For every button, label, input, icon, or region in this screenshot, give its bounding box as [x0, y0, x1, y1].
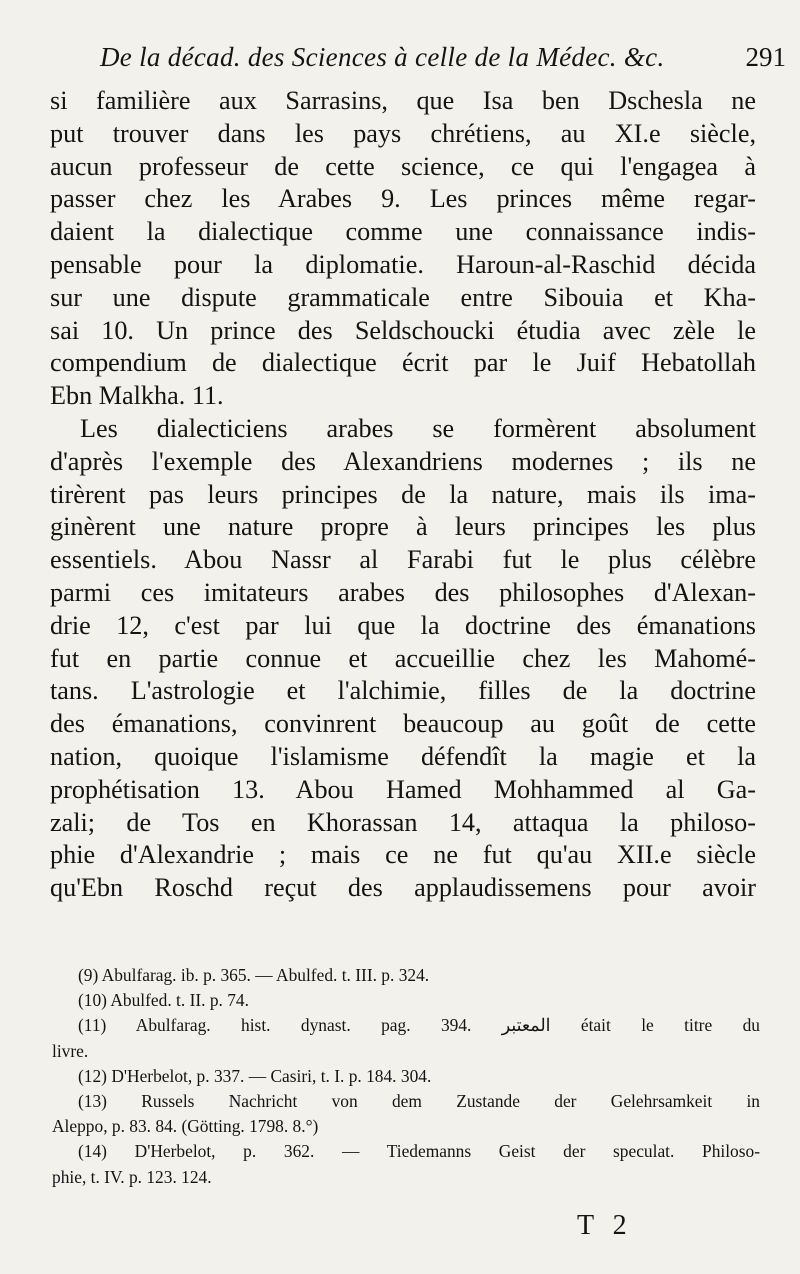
text-line: drie 12, c'est par lui que la doctrine des émanations: [50, 610, 756, 640]
text-line: Ebn Malkha. 11.: [50, 381, 224, 411]
text-line: compendium de dialectique écrit par le Juif Hebatollah: [50, 348, 756, 378]
text-line: zali; de Tos en Khorassan 14, attaqua la philoso-: [50, 807, 756, 837]
footnote-14-continuation: phie, t. IV. p. 123. 124.: [52, 1166, 212, 1187]
footnote-10: (10) Abulfed. t. II. p. 74.: [78, 990, 249, 1011]
text-line: sai 10. Un prince des Seldschoucki étudia avec zèle le: [50, 315, 756, 345]
body-text: [50, 85, 756, 905]
text-line: daient la dialectique comme une connaissance indis-: [50, 217, 756, 247]
text-line: fut en partie connue et accueillie chez les Mahomé-: [50, 643, 756, 673]
running-title: De la décad. des Sciences à celle de la Médec. &c.: [100, 42, 665, 72]
text-line: d'après l'exemple des Alexandriens modernes ; ils ne: [50, 446, 756, 476]
page-header: [100, 42, 786, 82]
text-line: qu'Ebn Roschd reçut des applaudissemens pour avoir: [50, 873, 756, 903]
text-line: tirèrent pas leurs principes de la nature, mais ils ima-: [50, 479, 756, 509]
footnote-9: (9) Abulfarag. ib. p. 365. — Abulfed. t. III. p. 324.: [78, 965, 430, 985]
text-line: ginèrent une nature propre à leurs principes les plus: [50, 512, 756, 542]
text-line: tans. L'astrologie et l'alchimie, filles de la doctrine: [50, 676, 756, 706]
footnote-12: (12) D'Herbelot, p. 337. — Casiri, t. I. p. 184. 304.: [78, 1065, 432, 1086]
text-line: pensable pour la diplomatie. Haroun-al-Raschid décida: [50, 249, 756, 279]
text-line: passer chez les Arabes 9. Les princes même regar-: [50, 184, 756, 214]
text-line: sur une dispute grammaticale entre Sibouia et Kha-: [50, 282, 756, 312]
footnote-13-continuation: Aleppo, p. 83. 84. (Götting. 1798. 8.°): [52, 1116, 319, 1137]
text-line: essentiels. Abou Nassr al Farabi fut le plus célèbre: [50, 545, 756, 575]
footnote-14: (14) D'Herbelot, p. 362. — Tiedemanns Geist der speculat. Philoso-: [78, 1141, 760, 1162]
text-line: put trouver dans les pays chrétiens, au XI.e siècle,: [50, 118, 756, 148]
text-line: phie d'Alexandrie ; mais ce ne fut qu'au XII.e siècle: [50, 840, 756, 870]
footnote-11: (11) Abulfarag. hist. dynast. pag. 394. المعتبر était le titre du: [78, 1015, 760, 1036]
footnote-11-continuation: livre.: [52, 1040, 89, 1061]
page-number: 291: [745, 42, 786, 72]
signature-mark: T 2: [577, 1210, 633, 1241]
footnotes: [52, 963, 760, 1190]
text-line: prophétisation 13. Abou Hamed Mohhammed al Ga-: [50, 774, 756, 804]
text-line: si familière aux Sarrasins, que Isa ben Dschesla ne: [50, 86, 756, 115]
text-line: des émanations, convinrent beaucoup au goût de cette: [50, 709, 756, 739]
text-line: nation, quoique l'islamisme défendît la magie et la: [50, 741, 756, 771]
text-line: Les dialecticiens arabes se formèrent absolument: [80, 413, 756, 443]
text-line: aucun professeur de cette science, ce qui l'engagea à: [50, 151, 756, 181]
text-line: parmi ces imitateurs arabes des philosophes d'Alexan-: [50, 577, 756, 607]
footnote-13: (13) Russels Nachricht von dem Zustande der Gelehrsamkeit in: [78, 1090, 760, 1111]
